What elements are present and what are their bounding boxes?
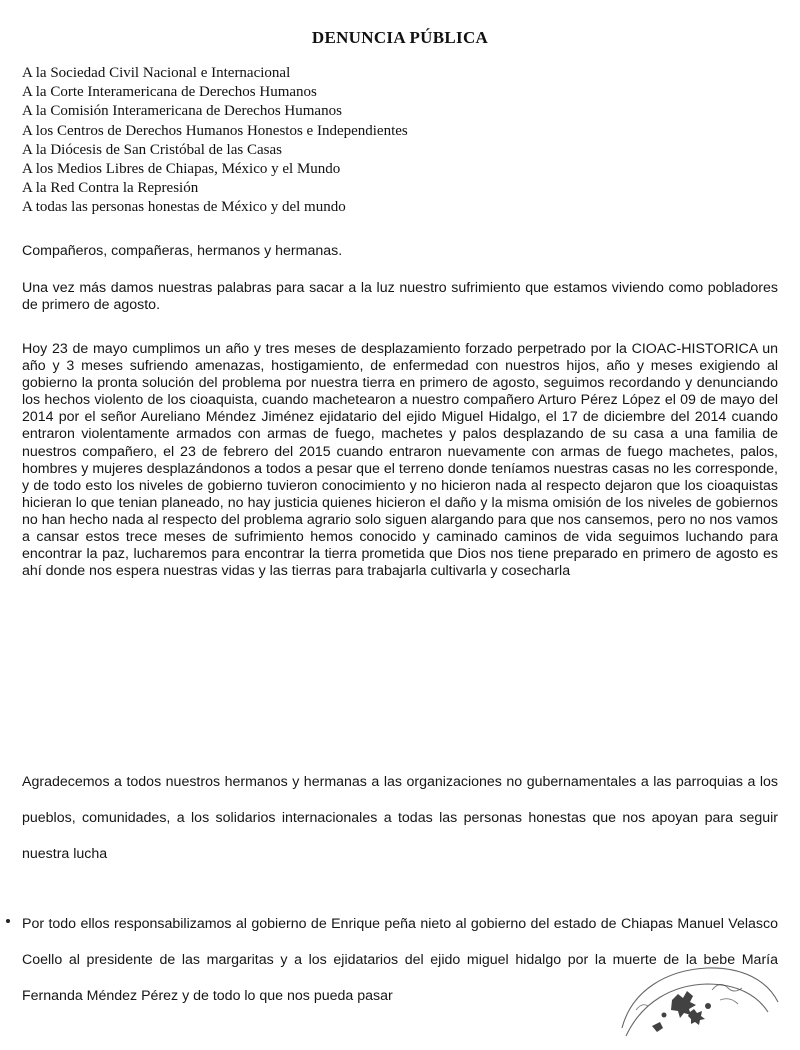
recipient-line: A los Centros de Derechos Humanos Honestos e Independientes [22, 122, 408, 139]
recipient-list [22, 64, 722, 218]
document-title: DENUNCIA PÚBLICA [311, 28, 489, 47]
recipient-line: A la Red Contra la Represión [22, 180, 199, 197]
recipient-line: A la Corte Interamericana de Derechos Humanos [22, 84, 317, 101]
recipient-line: A los Medios Libres de Chiapas, México y el Mundo [22, 161, 341, 178]
recipient-line: A la Comisión Interamericana de Derechos Humanos [22, 103, 342, 120]
accountability-paragraph: Por todo ellos responsabilizamos al gobierno de Enrique peña nieto al gobierno del estado de Chiapas Manuel Velasco Coello al presidente de las margaritas y a los ejidatarios del ejido miguel hidalgo por la muerte de la bebe María Fernanda Méndez Pérez y de todo lo que nos pueda pasar [22, 916, 778, 1004]
denunciation-paragraph: Hoy 23 de mayo cumplimos un año y tres meses de desplazamiento forzado perpetrado por la CIOAC-HISTORICA un año y 3 meses sufriendo amenazas, hostigamiento, de enfermedad con nuestros hijos, año y meses exigiendo al gobierno la pronta solución del problema por nuestra tierra en primero de agosto, seguimos recordando y denunciando los hechos violento de los cioaquista, cuando machetearon a nuestro compañero Arturo Pérez López el 09 de mayo del 2014 por el señor Aureliano Méndez Jiménez ejidatario del ejido Miguel Hidalgo, el 17 de diciembre del 2014 cuando entraron violentamente armados con armas de fuego, machetes y palos desplazando de su casa a una familia de nuestros compañero, el 23 de febrero del 2015 cuando entraron nuevamente con armas de fuego machetes, palos, hombres y mujeres desplazándonos a todos a pesar que el terreno donde teníamos nuestras casas no les corresponde, y de todo esto los niveles de gobierno tuvieron conocimiento y no hicieron nada al respecto dejaron que los cioaquistas hicieran lo que tenian planeado, no hay justicia quienes hicieron el daño y la misma omisión de los niveles de gobiernos no han hecho nada al respecto del problema agrario solo siguen alargando para que nos cansemos, pero no nos vamos a cansar estos trece meses de sufrimiento hemos conocido y caminado caminos de vida seguimos luchando para encontrar la paz, lucharemos para encontrar la tierra prometida que Dios nos tiene preparado en primero de agosto es ahí donde nos espera nuestras vidas y las tierras para trabajarla cultivarla y cosecharla [22, 341, 778, 580]
organization-stamp-icon [612, 940, 784, 1040]
gratitude-paragraph: Agradecemos a todos nuestros hermanos y hermanas a las organizaciones no gubernamentales a las parroquias a los pueblos, comunidades, a los solidarios internacionales a todas las personas honestas que nos apoyan para seguir nuestra lucha [22, 774, 778, 862]
intro-paragraph: Una vez más damos nuestras palabras para sacar a la luz nuestro sufrimiento que estamos viviendo como pobladores de primero de agosto. [22, 280, 778, 314]
salutation: Compañeros, compañeras, hermanos y hermanas. [22, 243, 343, 259]
recipient-line: A la Diócesis de San Cristóbal de las Casas [22, 141, 282, 158]
recipient-line: A todas las personas honestas de México y del mundo [22, 199, 346, 216]
recipient-line: A la Sociedad Civil Nacional e Internacional [22, 65, 291, 81]
bullet-dot [6, 919, 10, 923]
